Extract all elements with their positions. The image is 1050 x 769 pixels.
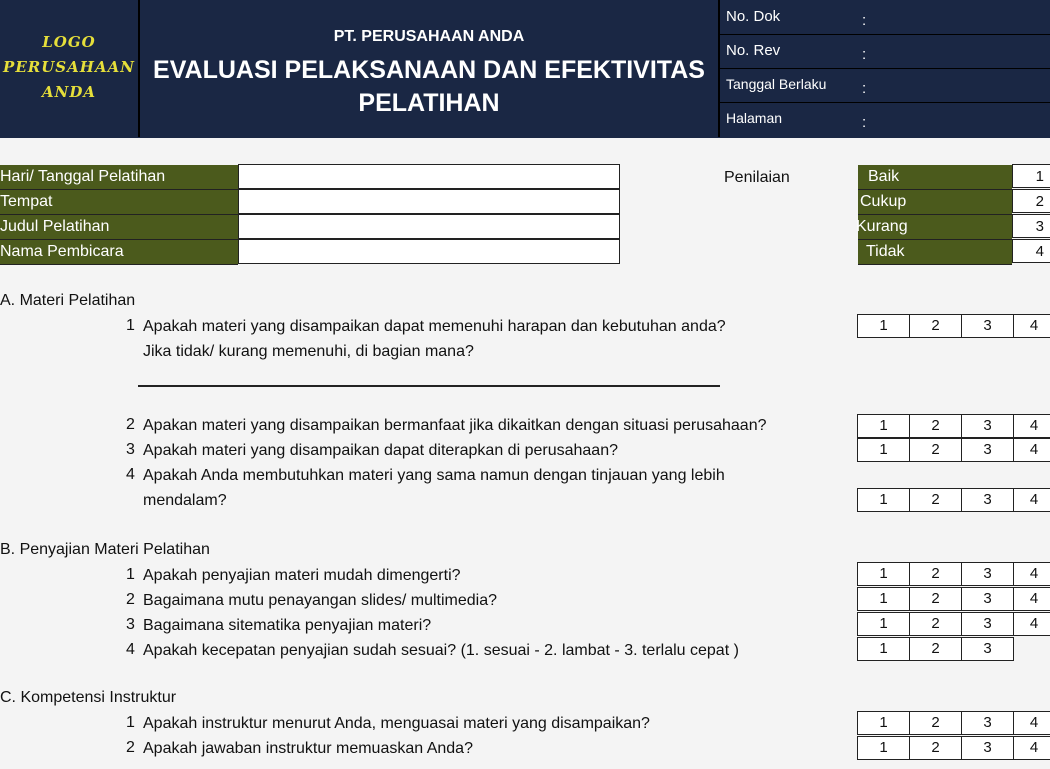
rating-option-4[interactable]: 4 <box>1013 314 1050 338</box>
rating-row <box>857 736 1050 759</box>
rating-option-2[interactable]: 2 <box>909 438 961 462</box>
scale-value-cukup: 2 <box>1012 189 1050 213</box>
question-number: 4 <box>126 641 135 658</box>
meta-row-halaman: Halaman : <box>726 110 867 131</box>
scale-value-baik: 1 <box>1012 164 1050 188</box>
info-input-judul[interactable] <box>238 214 620 239</box>
question-number: 4 <box>126 466 135 483</box>
rating-option-1[interactable]: 1 <box>857 438 909 462</box>
rating-option-4[interactable]: 4 <box>1013 562 1050 586</box>
penilaian-label: Penilaian <box>724 169 790 186</box>
rating-row <box>857 314 1050 337</box>
question-text: Apakah kecepatan penyajian sudah sesuai? (1. sesuai - 2. lambat - 3. terlalu cepat ) <box>143 642 739 659</box>
section-title-c: C. Kompetensi Instruktur <box>0 689 177 706</box>
question-number: 1 <box>126 566 135 583</box>
rating-option-3[interactable]: 3 <box>961 562 1013 586</box>
question-text: Apakah jawaban instruktur memuaskan Anda? <box>143 740 473 757</box>
company-name: PT. PERUSAHAAN ANDA <box>333 28 525 45</box>
rating-option-2[interactable]: 2 <box>909 736 961 760</box>
company-logo <box>0 0 140 137</box>
scale-value-tidak: 4 <box>1012 239 1050 263</box>
document-title: EVALUASI PELAKSANAAN DAN EFEKTIVITAS PELATIHAN <box>153 56 705 117</box>
rating-option-2[interactable]: 2 <box>909 562 961 586</box>
document-header <box>0 0 1050 138</box>
question-text: Apakan materi yang disampaikan bermanfaat jika dikaitkan dengan situasi perusahaan? <box>143 417 767 434</box>
rating-option-2[interactable]: 2 <box>909 414 961 438</box>
rating-row <box>857 637 1014 660</box>
rating-option-1[interactable]: 1 <box>857 314 909 338</box>
rating-option-3[interactable]: 3 <box>961 414 1013 438</box>
logo-text: LOGO PERUSAHAAN ANDA <box>3 33 135 101</box>
question-text: Apakah penyajian materi mudah dimengerti? <box>143 567 461 584</box>
rating-option-1[interactable]: 1 <box>857 637 909 661</box>
info-input-tanggal[interactable] <box>238 164 620 189</box>
rating-option-3[interactable]: 3 <box>961 637 1014 661</box>
rating-option-2[interactable]: 2 <box>909 587 961 611</box>
meta-row-no-rev: No. Rev : <box>720 34 1050 69</box>
question-number: 2 <box>126 739 135 756</box>
rating-row <box>857 587 1050 610</box>
answer-line[interactable] <box>138 385 720 387</box>
rating-option-3[interactable]: 3 <box>961 711 1013 735</box>
question-text: Apakah materi yang disampaikan dapat memenuhi harapan dan kebutuhan anda? Jika tidak/ kurang memenuhi, di bagian mana? <box>143 318 726 360</box>
rating-option-2[interactable]: 2 <box>909 711 961 735</box>
scale-label-baik: Baik <box>858 165 1012 190</box>
question-number: 1 <box>126 317 135 334</box>
scale-label-tidak: Tidak <box>858 240 1012 265</box>
rating-option-1[interactable]: 1 <box>857 736 909 760</box>
section-title-a: A. Materi Pelatihan <box>0 292 136 309</box>
rating-option-2[interactable]: 2 <box>909 314 961 338</box>
document-meta-table <box>718 0 1050 137</box>
rating-option-1[interactable]: 1 <box>857 711 909 735</box>
info-input-pembicara[interactable] <box>238 239 620 264</box>
rating-option-4[interactable]: 4 <box>1013 736 1050 760</box>
rating-option-2[interactable]: 2 <box>909 637 961 661</box>
rating-option-4[interactable]: 4 <box>1013 488 1050 512</box>
rating-option-3[interactable]: 3 <box>961 488 1013 512</box>
question-text: Bagaimana mutu penayangan slides/ multimedia? <box>143 592 497 609</box>
rating-option-4[interactable]: 4 <box>1013 587 1050 611</box>
rating-option-1[interactable]: 1 <box>857 562 909 586</box>
rating-option-4[interactable]: 4 <box>1013 711 1050 735</box>
rating-row <box>857 414 1050 437</box>
scale-value-kurang: 3 <box>1012 214 1050 238</box>
rating-option-3[interactable]: 3 <box>961 736 1013 760</box>
question-number: 1 <box>126 714 135 731</box>
rating-option-3[interactable]: 3 <box>961 314 1013 338</box>
rating-row <box>857 612 1050 635</box>
question-number: 3 <box>126 616 135 633</box>
rating-row <box>857 438 1050 461</box>
info-label-tempat: Tempat <box>0 190 238 215</box>
question-text: Bagaimana sitematika penyajian materi? <box>143 617 432 634</box>
info-label-judul: Judul Pelatihan <box>0 215 238 240</box>
question-number: 3 <box>126 441 135 458</box>
scale-label-cukup: Cukup <box>858 190 1012 215</box>
rating-option-2[interactable]: 2 <box>909 612 961 636</box>
meta-row-no-dok: No. Dok : <box>720 0 1050 35</box>
question-text: Apakah materi yang disampaikan dapat diterapkan di perusahaan? <box>143 442 618 459</box>
rating-option-1[interactable]: 1 <box>857 612 909 636</box>
question-number: 2 <box>126 416 135 433</box>
question-text: Apakah instruktur menurut Anda, menguasai materi yang disampaikan? <box>143 715 650 732</box>
rating-option-1[interactable]: 1 <box>857 488 909 512</box>
rating-option-3[interactable]: 3 <box>961 587 1013 611</box>
rating-row <box>857 488 1050 511</box>
rating-option-2[interactable]: 2 <box>909 488 961 512</box>
rating-option-1[interactable]: 1 <box>857 587 909 611</box>
rating-option-3[interactable]: 3 <box>961 612 1013 636</box>
rating-row <box>857 562 1050 585</box>
rating-option-4[interactable]: 4 <box>1013 414 1050 438</box>
scale-label-kurang: Kurang <box>858 215 1012 240</box>
rating-option-3[interactable]: 3 <box>961 438 1013 462</box>
question-number: 2 <box>126 591 135 608</box>
rating-option-1[interactable]: 1 <box>857 414 909 438</box>
meta-row-tanggal-berlaku: Tanggal Berlaku : <box>720 68 1050 103</box>
info-label-pembicara: Nama Pembicara <box>0 240 238 265</box>
question-text: Apakah Anda membutuhkan materi yang sama namun dengan tinjauan yang lebih mendalam? <box>143 467 725 509</box>
section-title-b: B. Penyajian Materi Pelatihan <box>0 541 210 558</box>
rating-option-4[interactable]: 4 <box>1013 612 1050 636</box>
info-input-tempat[interactable] <box>238 189 620 214</box>
rating-option-4[interactable]: 4 <box>1013 438 1050 462</box>
info-label-tanggal: Hari/ Tanggal Pelatihan <box>0 165 238 190</box>
rating-row <box>857 711 1050 734</box>
